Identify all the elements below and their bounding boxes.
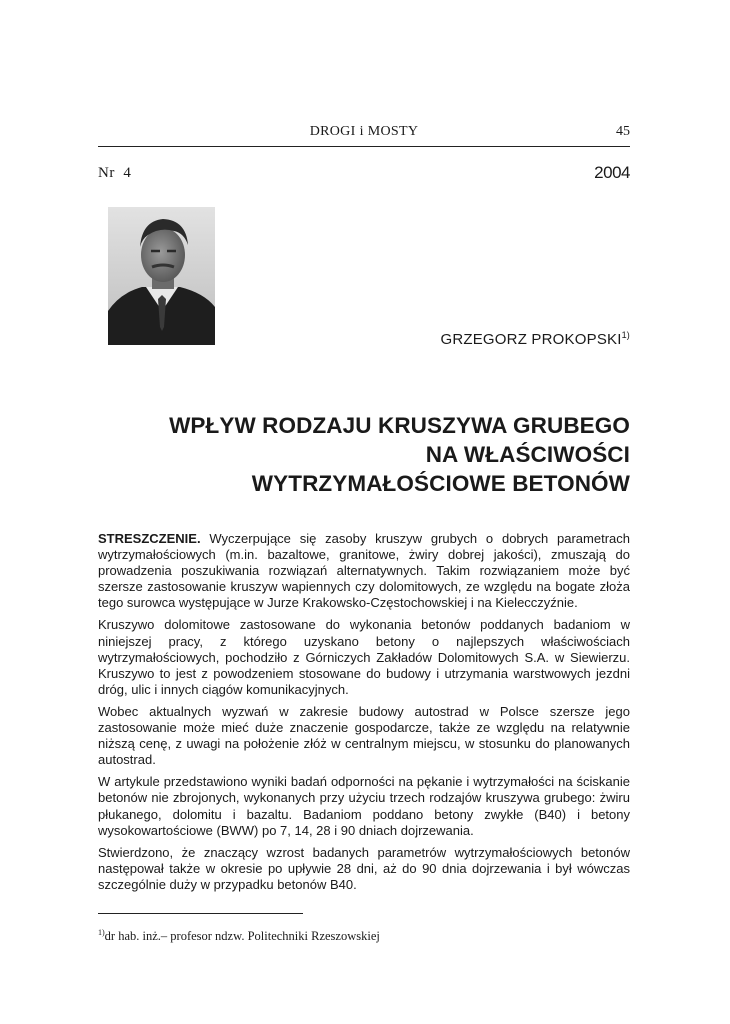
abstract-paragraph: Stwierdzono, że znaczący wzrost badanych parametrów wytrzymałościowych betonów następował także w okresie po upływie 28 dni, aż do 90 dnia dojrzewania i był wówczas szczególnie duży w przypadku betonów B40. bbox=[98, 844, 630, 892]
author-footnote-mark: 1) bbox=[621, 330, 630, 340]
abstract-label: STRESZCZENIE. bbox=[98, 531, 201, 546]
abstract-paragraph: Kruszywo dolomitowe zastosowane do wykonania betonów poddanych badaniom w niniejszej pracy, z którego uzyskano betony o najlepszych właściwościach wytrzymałościowych, pochodziło z Górniczych Zakładów Dolomitowych S.A. w Siewierzu. Kruszywo to jest z powodzeniem stosowane do budowy i utrzymania warstwowych jezdni dróg, ulic i innych ciągów komunikacyjnych. bbox=[98, 617, 630, 697]
title-line: WYTRZYMAŁOŚCIOWE BETONÓW bbox=[251, 471, 630, 496]
journal-word-3: MOSTY bbox=[367, 124, 419, 139]
footnote bbox=[98, 928, 380, 944]
article-title bbox=[90, 411, 630, 498]
footnote-divider bbox=[98, 913, 303, 914]
page-number: 45 bbox=[616, 124, 630, 139]
abstract-paragraph bbox=[98, 531, 630, 611]
abstract-paragraph: W artykule przedstawiono wyniki badań odporności na pękanie i wytrzymałości na ściskanie betonów nie zbrojonych, wykonanych przy użyciu trzech rodzajów kruszywa grubego: żwiru płukanego, dolomitu i bazaltu. Badaniom poddano betony zwykłe (B40) i betony wysokowartościowe (BWW) po 7, 14, 28 i 90 dniach dojrzewania. bbox=[98, 774, 630, 838]
issue-number: Nr 4 bbox=[98, 165, 132, 181]
abstract-text: Wyczerpujące się zasoby kruszyw grubych o dobrych parametrach wytrzymałościowych (m.in. bazaltowe, granitowe, żwiry dobrej jakości), zmuszają do prowadzenia poszukiwania rozwiązań alternatywnych. Takim rozwiązaniem może być szersze zastosowanie kruszyw wapiennych czy dolomitowych, ze względu na bogate złoża tego surowca występujące w Jurze Krakowsko-Częstochowskiej i na Kielecczyźnie. bbox=[98, 531, 630, 611]
journal-word-1: DROGI bbox=[309, 124, 356, 139]
issue-year: 2004 bbox=[594, 163, 630, 182]
title-line: WPŁYW RODZAJU KRUSZYWA GRUBEGO bbox=[169, 413, 630, 438]
journal-title bbox=[98, 124, 630, 140]
abstract bbox=[98, 531, 630, 899]
abstract-paragraph: Wobec aktualnych wyzwań w zakresie budowy autostrad w Polsce szersze jego zastosowanie może mieć duże znaczenie gospodarcze, także ze względu na relatywnie niższą cenę, z uwagi na położenie złóż w centralnym miejscu, w stosunku do planowanych autostrad. bbox=[98, 703, 630, 768]
author-name bbox=[440, 330, 630, 348]
footnote-text: dr hab. inż.– profesor ndzw. Politechniki Rzeszowskiej bbox=[104, 929, 380, 944]
title-line: NA WŁAŚCIWOŚCI bbox=[425, 442, 630, 467]
author-portrait bbox=[108, 207, 215, 345]
journal-word-2: i bbox=[359, 124, 364, 139]
running-head bbox=[98, 124, 630, 147]
author-portrait-image bbox=[108, 207, 215, 345]
author-name-text: GRZEGORZ PROKOPSKI bbox=[440, 331, 622, 348]
footnote-mark: 1) bbox=[98, 928, 105, 937]
